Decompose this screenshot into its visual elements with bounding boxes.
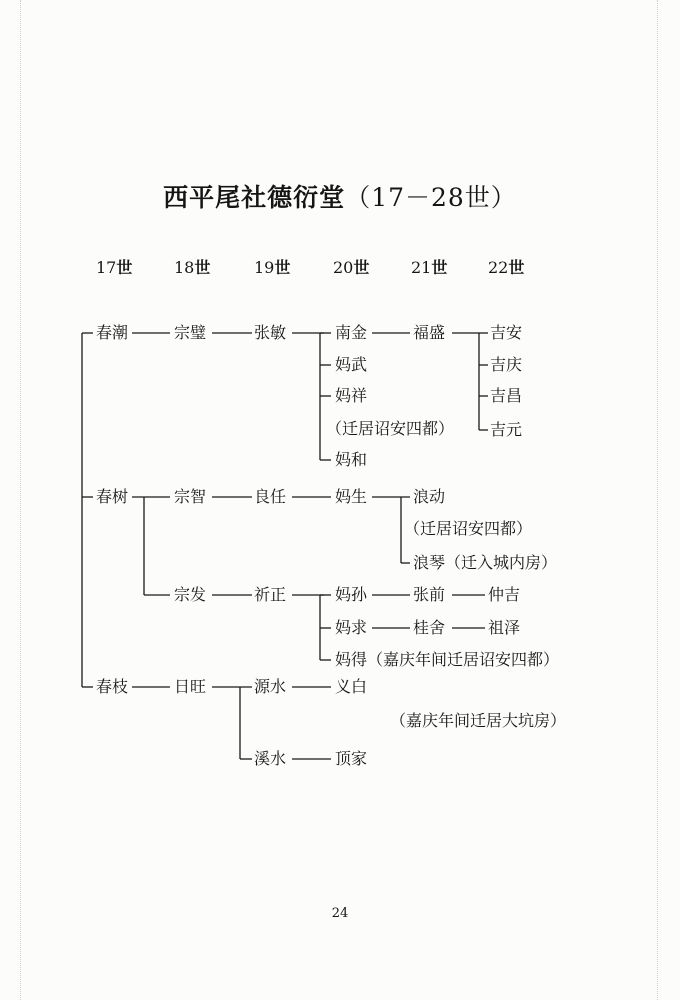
person-yibai: 义白: [335, 677, 368, 696]
person-jichang: 吉昌: [490, 386, 523, 405]
person-zhongji: 仲吉: [488, 585, 521, 604]
person-guishe: 桂舍: [413, 618, 446, 637]
title-range: （17－28世）: [345, 183, 517, 212]
generation-21: 21世: [411, 258, 448, 277]
note-maxiang-migration: （迁居诏安四都）: [326, 419, 455, 438]
person-nanjin: 南金: [335, 323, 368, 342]
person-zhangmin: 张敏: [254, 323, 287, 342]
person-jiyuan: 吉元: [490, 420, 523, 439]
person-maqiu: 妈求: [335, 618, 368, 637]
generation-20: 20世: [333, 258, 370, 277]
generation-19: 19世: [254, 258, 291, 277]
person-masun: 妈孙: [335, 585, 368, 604]
person-masheng: 妈生: [335, 487, 368, 506]
person-zhangqian: 张前: [413, 585, 446, 604]
person-zuze: 祖泽: [488, 618, 521, 637]
person-jian: 吉安: [490, 323, 523, 342]
note-dakeng-migration: （嘉庆年间迁居大坑房）: [390, 711, 567, 730]
person-fusheng: 福盛: [413, 323, 446, 342]
person-riwang: 日旺: [174, 677, 207, 696]
generation-17: 17世: [96, 258, 133, 277]
person-chunshu: 春树: [96, 487, 129, 506]
person-maxiang: 妈祥: [335, 386, 368, 405]
person-mahe: 妈和: [335, 450, 368, 469]
note-langdong-migration: （迁居诏安四都）: [404, 519, 533, 538]
person-chunchao: 春潮: [96, 323, 129, 342]
person-qizheng: 祈正: [254, 585, 287, 604]
person-jiqing: 吉庆: [490, 355, 523, 374]
generation-22: 22世: [488, 258, 525, 277]
person-langqin: 浪琴（迁入城内房）: [413, 553, 558, 572]
person-yuanshui: 源水: [254, 677, 287, 696]
person-xishui: 溪水: [254, 749, 287, 768]
person-liangren: 良任: [254, 487, 287, 506]
generation-18: 18世: [174, 258, 211, 277]
person-zongfa: 宗发: [174, 585, 207, 604]
person-dingjia: 顶家: [335, 749, 368, 768]
page-number: 24: [331, 906, 349, 921]
person-zongbi: 宗璧: [174, 323, 207, 342]
person-langdong: 浪动: [413, 487, 446, 506]
person-zongzhi: 宗智: [174, 487, 207, 506]
person-chunzhi: 春枝: [96, 677, 129, 696]
person-made: 妈得（嘉庆年间迁居诏安四都）: [335, 650, 560, 669]
title-main: 西平尾社德衍堂: [163, 183, 346, 212]
person-mawu: 妈武: [335, 355, 368, 374]
